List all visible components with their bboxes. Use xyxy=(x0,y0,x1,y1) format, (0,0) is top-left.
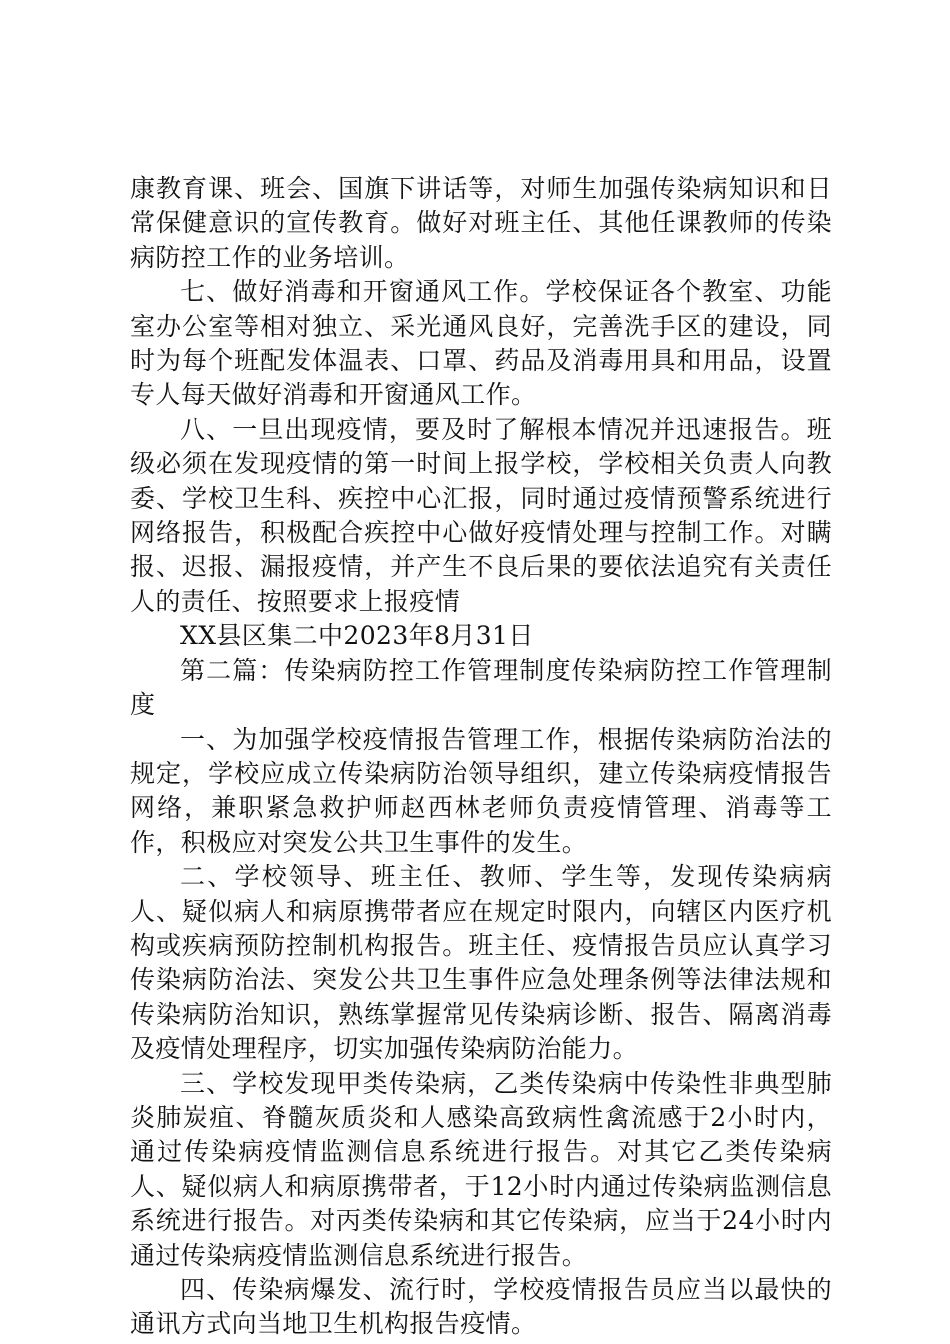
document-body xyxy=(130,172,832,1342)
paragraph-section-three: 三、学校发现甲类传染病，乙类传染病中传染性非典型肺炎肺炭疽、脊髓灰质炎和人感染高致病性禽流感于2小时内，通过传染病疫情监测信息系统进行报告。对其它乙类传染病人、疑似病人和病原携带者，于12小时内通过传染病监测信息系统进行报告。对丙类传染病和其它传染病，应当于24小时内通过传染病疫情监测信息系统进行报告。 xyxy=(130,1068,832,1270)
paragraph-section-eight: 八、一旦出现疫情，要及时了解根本情况并迅速报告。班级必须在发现疫情的第一时间上报学校，学校相关负责人向教委、学校卫生科、疾控中心汇报，同时通过疫情预警系统进行网络报告，积极配合疾控中心做好疫情处理与控制工作。对瞒报、迟报、漏报疫情，并产生不良后果的要依法追究有关责任人的责任、按照要求上报疫情 xyxy=(130,414,832,616)
paragraph-section-two: 二、学校领导、班主任、教师、学生等，发现传染病病人、疑似病人和病原携带者应在规定时限内，向辖区内医疗机构或疾病预防控制机构报告。班主任、疫情报告员应认真学习传染病防治法、突发公共卫生事件应急处理条例等法律法规和传染病防治知识，熟练掌握常见传染病诊断、报告、隔离消毒及疫情处理程序，切实加强传染病防治能力。 xyxy=(130,862,832,1064)
paragraph-section-one: 一、为加强学校疫情报告管理工作，根据传染病防治法的规定，学校应成立传染病防治领导组织，建立传染病疫情报告网络，兼职紧急救护师赵西林老师负责疫情管理、消毒等工作，积极应对突发公共卫生事件的发生。 xyxy=(130,724,832,857)
paragraph-section-four: 四、传染病爆发、流行时，学校疫情报告员应当以最快的通讯方式向当地卫生机构报告疫情。 xyxy=(130,1275,832,1339)
signature-date-line: XX县区集二中2023年8月31日 xyxy=(180,621,534,651)
part-two-heading: 第二篇：传染病防控工作管理制度传染病防控工作管理制度 xyxy=(130,655,832,720)
paragraph-section-seven: 七、做好消毒和开窗通风工作。学校保证各个教室、功能室办公室等相对独立、采光通风良好，完善洗手区的建设，同时为每个班配发体温表、口罩、药品及消毒用具和用品，设置专人每天做好消毒和开窗通风工作。 xyxy=(130,277,832,410)
paragraph-health-education: 康教育课、班会、国旗下讲话等，对师生加强传染病知识和日常保健意识的宣传教育。做好对班主任、其他任课教师的传染病防控工作的业务培训。 xyxy=(130,174,832,272)
